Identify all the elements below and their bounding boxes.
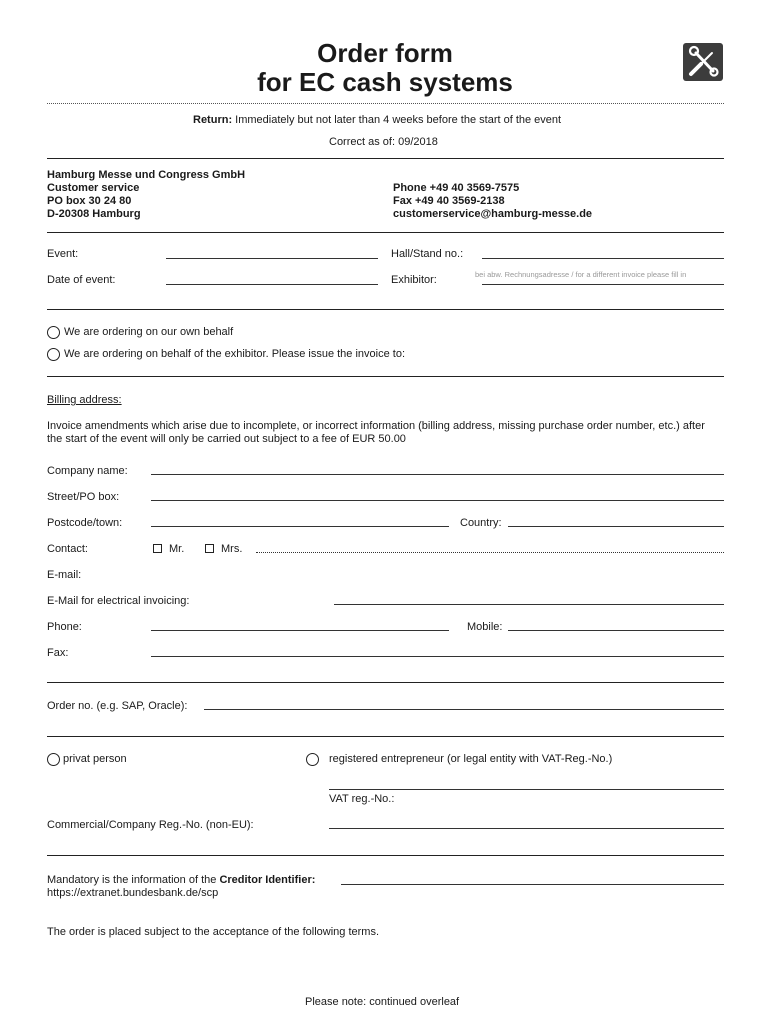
fax-label: Fax: xyxy=(47,647,69,659)
creditor-prefix: Mandatory is the information of the xyxy=(47,874,220,886)
date-label: Date of event: xyxy=(47,274,116,286)
address-email: customerservice@hamburg-messe.de xyxy=(393,208,593,220)
correct-as-of: Correct as of: 09/2018 xyxy=(329,136,438,148)
contact-field[interactable] xyxy=(256,552,724,553)
divider xyxy=(47,736,724,737)
address-company: Hamburg Messe und Congress GmbH xyxy=(47,169,246,181)
vat-label: VAT reg.-No.: xyxy=(329,793,395,805)
mrs-label: Mrs. xyxy=(221,543,243,555)
country-field[interactable] xyxy=(508,526,724,527)
divider xyxy=(47,158,724,159)
divider xyxy=(47,232,724,233)
billing-notice-line2: the start of the event will only be carried out subject to a fee of EUR 50.00 xyxy=(47,433,406,445)
return-info xyxy=(193,114,561,127)
divider xyxy=(47,103,724,104)
commercial-reg-field[interactable] xyxy=(329,828,724,829)
creditor-text xyxy=(47,874,315,887)
mr-checkbox[interactable] xyxy=(153,544,162,553)
contact-label: Contact: xyxy=(47,543,88,555)
registered-entrepreneur-radio[interactable] xyxy=(306,753,319,766)
exhibitor-behalf-label: We are ordering on behalf of the exhibitor. Please issue the invoice to: xyxy=(64,348,406,360)
return-text: Immediately but not later than 4 weeks before the start of the event xyxy=(235,114,562,126)
registered-entrepreneur-label: registered entrepreneur (or legal entity with VAT-Reg.-No.) xyxy=(329,753,613,765)
exhibitor-behalf-radio[interactable] xyxy=(47,348,60,361)
mr-label: Mr. xyxy=(169,543,185,555)
divider xyxy=(47,376,724,377)
own-behalf-radio[interactable] xyxy=(47,326,60,339)
postcode-field[interactable] xyxy=(151,526,449,527)
exhibitor-label: Exhibitor: xyxy=(391,274,437,286)
billing-heading: Billing address: xyxy=(47,394,122,406)
hall-field[interactable] xyxy=(482,258,724,259)
divider xyxy=(47,309,724,310)
address-fax: Fax +49 40 3569-2138 xyxy=(393,195,505,207)
commercial-reg-label: Commercial/Company Reg.-No. (non-EU): xyxy=(47,819,254,831)
address-pobox: PO box 30 24 80 xyxy=(47,195,132,207)
billing-notice-line1: Invoice amendments which arise due to incomplete, or incorrect information (billing address, missing purchase order number, etc.) after xyxy=(47,420,705,432)
phone-label: Phone: xyxy=(47,621,82,633)
exhibitor-field[interactable] xyxy=(482,284,724,285)
private-person-radio[interactable] xyxy=(47,753,60,766)
address-dept: Customer service xyxy=(47,182,140,194)
mobile-field[interactable] xyxy=(508,630,724,631)
divider xyxy=(47,682,724,683)
phone-field[interactable] xyxy=(151,630,449,631)
own-behalf-label: We are ordering on our own behalf xyxy=(64,326,234,338)
country-label: Country: xyxy=(460,517,502,529)
event-label: Event: xyxy=(47,248,79,260)
street-label: Street/PO box: xyxy=(47,491,120,503)
email-invoicing-label: E-Mail for electrical invoicing: xyxy=(47,595,190,607)
mobile-label: Mobile: xyxy=(467,621,503,633)
form-title-line1: Order form xyxy=(317,38,453,68)
order-no-label: Order no. (e.g. SAP, Oracle): xyxy=(47,700,188,712)
continued-note: Please note: continued overleaf xyxy=(305,996,460,1008)
creditor-field[interactable] xyxy=(341,884,724,885)
form-title-line2: for EC cash systems xyxy=(257,67,513,97)
company-name-field[interactable] xyxy=(151,474,724,475)
address-city: D-20308 Hamburg xyxy=(47,208,141,220)
private-person-label: privat person xyxy=(63,753,127,765)
mrs-checkbox[interactable] xyxy=(205,544,214,553)
order-no-field[interactable] xyxy=(204,709,724,710)
company-name-label: Company name: xyxy=(47,465,128,477)
postcode-label: Postcode/town: xyxy=(47,517,123,529)
tools-icon xyxy=(683,43,723,81)
hall-label: Hall/Stand no.: xyxy=(391,248,464,260)
creditor-bold: Creditor Identifier: xyxy=(219,874,316,886)
date-field[interactable] xyxy=(166,284,378,285)
event-field[interactable] xyxy=(166,258,378,259)
divider xyxy=(47,855,724,856)
exhibitor-hint: bei abw. Rechnungsadresse / for a different invoice please fill in xyxy=(475,270,687,279)
fax-field[interactable] xyxy=(151,656,724,657)
creditor-url[interactable]: https://extranet.bundesbank.de/scp xyxy=(47,887,219,899)
terms-text: The order is placed subject to the acceptance of the following terms. xyxy=(47,926,380,938)
return-label: Return: xyxy=(193,114,233,126)
address-phone: Phone +49 40 3569-7575 xyxy=(393,182,520,194)
registered-field[interactable] xyxy=(329,789,724,790)
email-invoicing-field[interactable] xyxy=(334,604,724,605)
email-label: E-mail: xyxy=(47,569,82,581)
street-field[interactable] xyxy=(151,500,724,501)
